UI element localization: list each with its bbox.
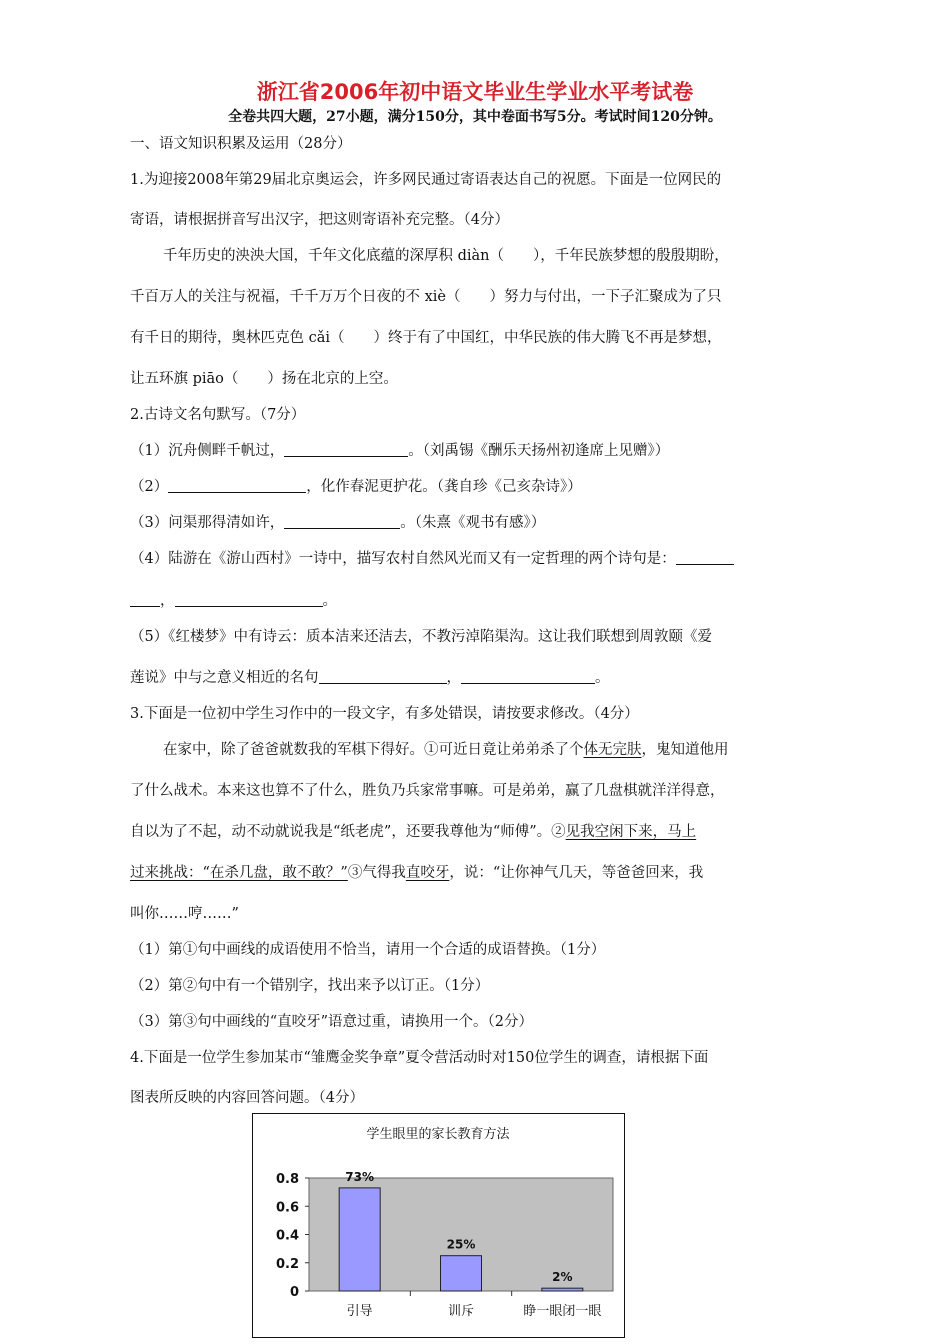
q1-passage-line: 千年历史的泱泱大国，千年文化底蕴的深厚积 diàn（ ），千年民族梦想的殷殷期盼，: [163, 248, 729, 264]
underlined-sentence: 过来挑战：“在杀几盘，敢不敢？”: [130, 865, 348, 881]
y-tick-label: 0.2: [275, 1256, 299, 1272]
q2-item-1: （1）沉舟侧畔千帆过， 。（刘禹锡《酬乐天扬州初逢席上见赠》）: [130, 443, 670, 459]
y-tick-label: 0.8: [275, 1172, 299, 1187]
answer-blank[interactable]: [676, 550, 734, 565]
y-tick-label: 0: [289, 1285, 299, 1300]
exam-subtitle: 全卷共四大题，27小题，满分150分，其中卷面书写5分。考试时间120分钟。: [228, 109, 722, 125]
q3-item-1: （1）第①句中画线的成语使用不恰当，请用一个合适的成语替换。（1分）: [130, 942, 606, 958]
underlined-idiom: 体无完肤: [583, 742, 642, 758]
underlined-sentence: 见我空闲下来，马上: [565, 824, 697, 840]
q1-passage-line: 让五环旗 piāo（ ）扬在北京的上空。: [130, 371, 398, 387]
underlined-phrase: 直咬牙: [405, 865, 450, 881]
y-tick-label: 0.6: [275, 1200, 299, 1216]
q3-passage-line: 在家中，除了爸爸就数我的军棋下得好。①可近日竟让弟弟杀了个体无完肤，鬼知道他用: [163, 742, 729, 758]
q3-passage-line: 自以为了不起，动不动就说我是“纸老虎”，还要我尊他为“师傅”。②见我空闲下来，马上: [130, 824, 697, 840]
y-tick-label: 0.4: [275, 1228, 299, 1244]
q2-item-3: （3）问渠那得清如许， 。（朱熹《观书有感》）: [130, 515, 546, 531]
bar: [441, 1256, 482, 1291]
answer-blank[interactable]: [319, 669, 447, 684]
q3-item-3: （3）第③句中画线的“直咬牙”语意过重，请换用一个。（2分）: [130, 1014, 534, 1030]
q4-stem: 4.下面是一位学生参加某市“雏鹰金奖争章”夏令营活动时对150位学生的调查，请根据下面: [130, 1050, 709, 1066]
bar: [339, 1188, 380, 1291]
bar-chart-svg: [253, 1114, 623, 1336]
answer-blank[interactable]: [284, 442, 408, 457]
answer-blank[interactable]: [284, 514, 400, 529]
data-label: 73%: [345, 1169, 375, 1184]
q2-item-5: （5）《红楼梦》中有诗云：质本洁来还洁去，不教污淖陷渠沟。这让我们联想到周敦颐《爱: [130, 629, 712, 645]
q2-item-4: （4）陆游在《游山西村》一诗中，描写农村自然风光而又有一定哲理的两个诗句是：: [130, 549, 822, 569]
q2-item-2: （2） ，化作春泥更护花。（龚自珍《己亥杂诗》）: [130, 479, 582, 495]
q2-item-4-cont: ， 。: [130, 591, 822, 611]
bar: [542, 1288, 583, 1291]
bar-chart: [252, 1113, 625, 1338]
answer-blank[interactable]: [461, 669, 595, 684]
exam-title: 浙江省2006年初中语文毕业生学业水平考试卷: [256, 80, 694, 104]
answer-blank[interactable]: [175, 592, 323, 607]
q3-passage-line: 过来挑战：“在杀几盘，敢不敢？”③气得我直咬牙，说：“让你神气几天，等爸爸回来，我: [130, 865, 704, 881]
x-tick-label: 睁一眼闭一眼: [523, 1304, 602, 1319]
q1-stem: 1.为迎接2008年第29届北京奥运会，许多网民通过寄语表达自己的祝愿。下面是一位网民的: [130, 172, 722, 188]
q3-passage-line: 了什么战术。本来这也算不了什么，胜负乃兵家常事嘛。可是弟弟，赢了几盘棋就洋洋得意，: [130, 783, 725, 799]
data-label: 25%: [446, 1237, 476, 1252]
q1-stem-cont: 寄语，请根据拼音写出汉字，把这则寄语补充完整。（4分）: [130, 212, 509, 228]
q3-stem: 3.下面是一位初中学生习作中的一段文字，有多处错误，请按要求修改。（4分）: [130, 706, 639, 722]
chart-title: 学生眼里的家长教育方法: [366, 1127, 510, 1142]
x-tick-label: 引导: [346, 1304, 373, 1319]
q2-item-5-cont: 莲说》中与之意义相近的名句 ， 。: [130, 670, 610, 686]
q3-item-2: （2）第②句中有一个错别字，找出来予以订正。（1分）: [130, 978, 490, 994]
x-tick-label: 训斥: [447, 1304, 475, 1319]
q4-stem-cont: 图表所反映的内容回答问题。（4分）: [130, 1090, 364, 1106]
data-label: 2%: [552, 1270, 573, 1285]
q1-passage-line: 有千日的期待，奥林匹克色 cǎi（ ）终于有了中国红，中华民族的伟大腾飞不再是梦想，: [130, 330, 722, 346]
answer-blank[interactable]: [168, 478, 306, 493]
answer-blank[interactable]: [130, 592, 160, 607]
q1-passage-line: 千百万人的关注与祝福，千千万万个日夜的不 xiè（ ）努力与付出，一下子汇聚成为了只: [130, 289, 722, 305]
q3-passage-line: 叫你……哼……”: [130, 906, 239, 922]
section-heading: 一、语文知识积累及运用（28分）: [130, 136, 352, 152]
q2-stem: 2.古诗文名句默写。（7分）: [130, 407, 306, 423]
